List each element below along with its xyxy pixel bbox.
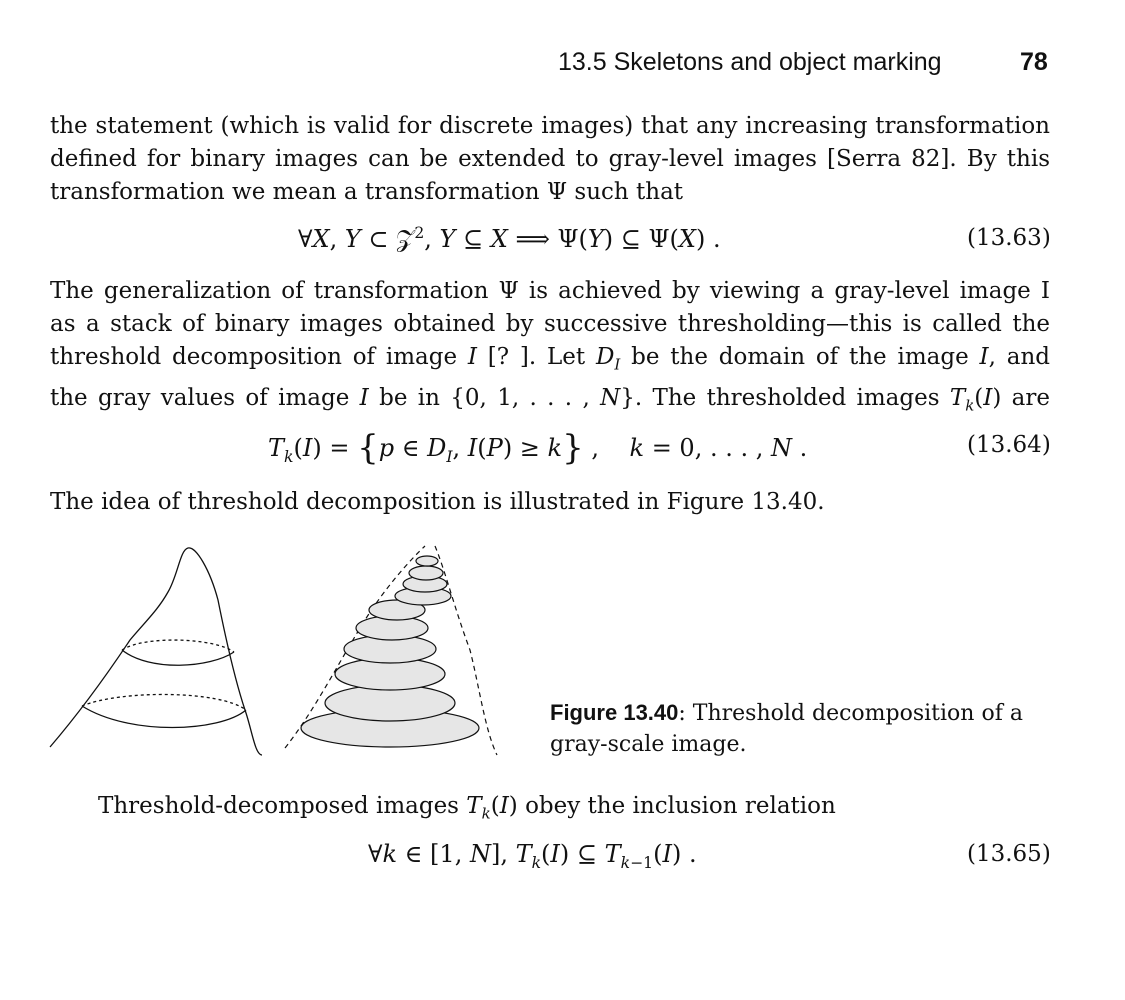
slice-upper-bottom: [122, 650, 234, 665]
para2-line-4: the gray values of image I be in {0, 1, . . . , N}. The thresholded images $T_k(I)$ are: [50, 384, 1050, 415]
threshold-slice-9: [409, 566, 443, 580]
paragraph-3: The idea of threshold decomposition is illustrated in Figure 13.40.: [50, 489, 825, 515]
equation-13-64-number: (13.64): [967, 432, 1051, 458]
equation-13-63: ∀X, Y ⊂ 𝒵$^2$, Y ⊆ X ⟹ Ψ(Y) ⊆ Ψ(X) .: [298, 224, 721, 253]
figure-label: Figure 13.40: [550, 700, 679, 725]
running-title: 13.5 Skeletons and object marking: [558, 48, 942, 76]
para1-line-3: transformation we mean a transformation Ψ such that: [50, 179, 684, 205]
para1-line-2: defined for binary images can be extended to gray-level images [Serra 82]. By this: [50, 146, 1050, 172]
surface-outline: [50, 548, 262, 755]
para2-line-2: as a stack of binary images obtained by successive thresholding—this is called the: [50, 311, 1050, 337]
page-number: 78: [1020, 48, 1048, 76]
gray-level-surface: [50, 548, 262, 755]
figure-caption: [550, 697, 1050, 760]
equation-13-65-number: (13.65): [967, 841, 1051, 867]
threshold-slice-10: [416, 556, 438, 566]
equation-13-64: $T_k(I) = \{p$ ∈ $D_I$, I(P) ≥ k} , k = 0, . . . , N .: [268, 428, 808, 468]
paragraph-1: [50, 110, 1050, 209]
paragraph-2: [50, 275, 1050, 422]
para2-line-1: The generalization of transformation Ψ is achieved by viewing a gray-level image I: [50, 278, 1050, 304]
slice-lower-bottom: [82, 706, 246, 728]
slice-lower-top: [82, 694, 246, 710]
para1-line-1: the statement (which is valid for discrete images) that any increasing transformation: [50, 113, 1050, 139]
figure-caption-text: : Threshold decomposition of a gray-scale image.: [550, 701, 1023, 757]
equation-13-63-number: (13.63): [967, 225, 1051, 251]
threshold-decomposition-figure: [40, 540, 510, 765]
slice-upper-top: [122, 640, 234, 652]
equation-13-65: ∀k ∈ [1, N], $T_k(I)$ ⊆ $T_{k-1}(I)$ .: [368, 840, 697, 872]
threshold-stack: [285, 546, 497, 755]
paragraph-4: Threshold-decomposed images $T_k(I)$ obey the inclusion relation: [98, 793, 836, 823]
para2-line-3: threshold decomposition of image I [? ]. Let $D_I$ be the domain of the image I, and: [50, 344, 1050, 374]
